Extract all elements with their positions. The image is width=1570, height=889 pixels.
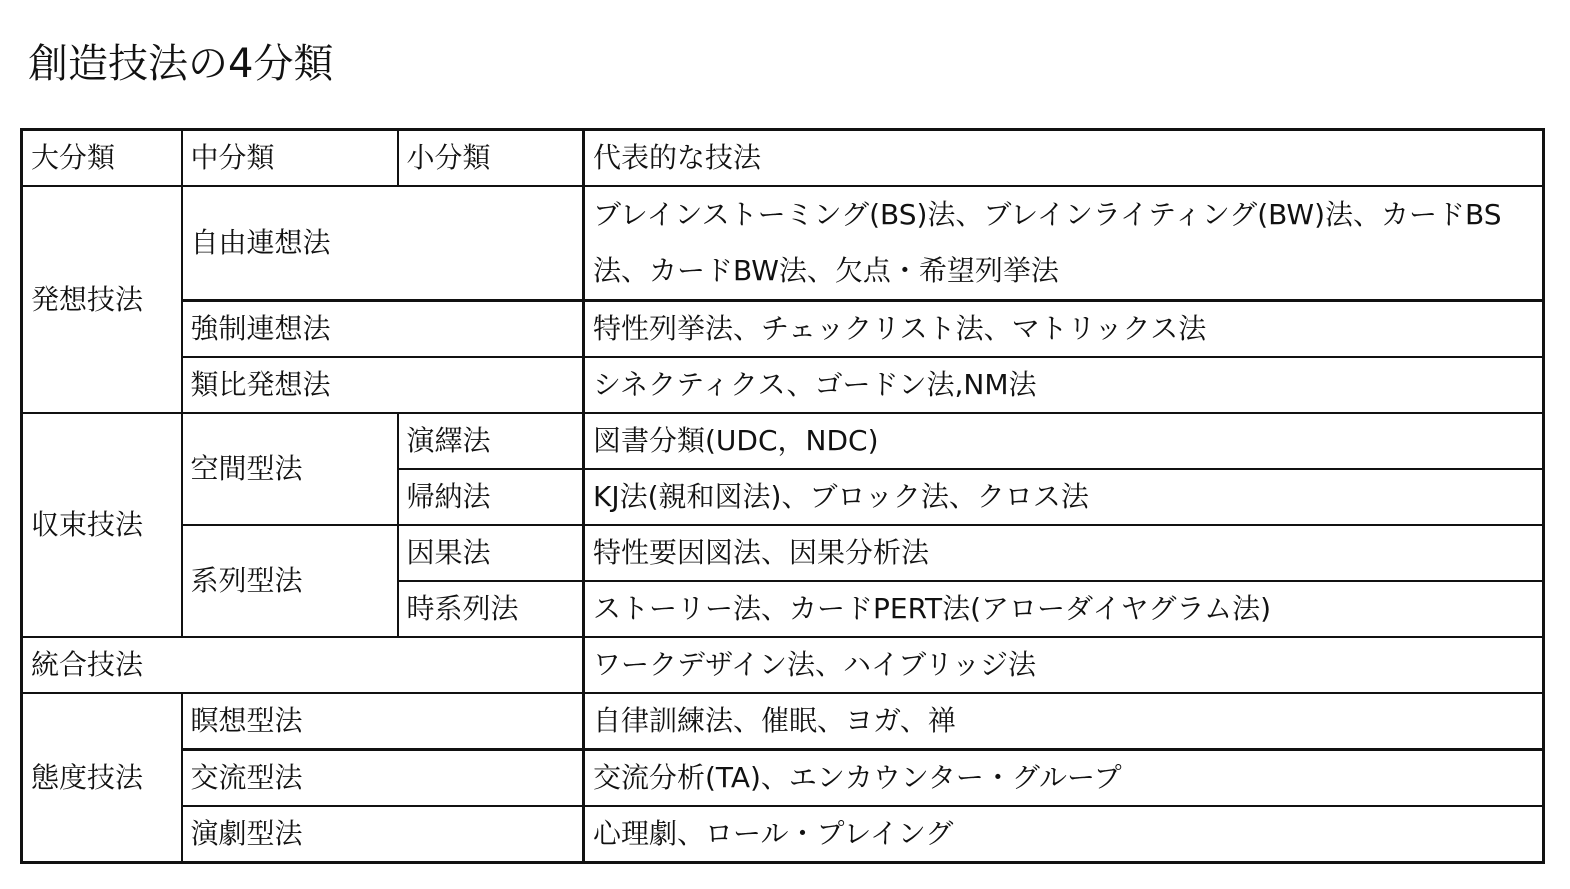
middle-exchange: 交流型法 [182, 750, 584, 807]
methods-timeseries: ストーリー法、カードPERT法(アローダイヤグラム法) [584, 581, 1544, 637]
methods-exchange: 交流分析(TA)、エンカウンター・グループ [584, 750, 1544, 807]
middle-drama: 演劇型法 [182, 806, 584, 863]
minor-induction: 帰納法 [398, 469, 584, 525]
creative-techniques-table [20, 128, 1545, 864]
table-header-row [22, 130, 1544, 187]
methods-forced-association: 特性列挙法、チェックリスト法、マトリックス法 [584, 301, 1544, 358]
middle-analogy: 類比発想法 [182, 357, 584, 413]
middle-serial: 系列型法 [182, 525, 398, 637]
methods-free-association: ブレインストーミング(BS)法、ブレインライティング(BW)法、カードBS法、カードBW法、欠点・希望列挙法 [584, 186, 1544, 301]
methods-induction: KJ法(親和図法)、ブロック法、クロス法 [584, 469, 1544, 525]
methods-integration: ワークデザイン法、ハイブリッジ法 [584, 637, 1544, 693]
middle-meditation: 瞑想型法 [182, 693, 584, 750]
methods-meditation: 自律訓練法、催眠、ヨガ、禅 [584, 693, 1544, 750]
minor-causal: 因果法 [398, 525, 584, 581]
table-row [22, 413, 1544, 469]
major-convergence: 収束技法 [22, 413, 182, 637]
table-row [22, 806, 1544, 863]
major-attitude: 態度技法 [22, 693, 182, 863]
table-row [22, 525, 1544, 581]
table-row [22, 637, 1544, 693]
methods-causal: 特性要因図法、因果分析法 [584, 525, 1544, 581]
methods-analogy: シネクティクス、ゴードン法,NM法 [584, 357, 1544, 413]
table-row [22, 301, 1544, 358]
table-row [22, 750, 1544, 807]
major-integration: 統合技法 [22, 637, 584, 693]
middle-spatial: 空間型法 [182, 413, 398, 525]
major-idea: 発想技法 [22, 186, 182, 413]
header-minor: 小分類 [398, 130, 584, 187]
header-methods: 代表的な技法 [584, 130, 1544, 187]
table-row [22, 357, 1544, 413]
methods-drama: 心理劇、ロール・プレイング [584, 806, 1544, 863]
table-row [22, 693, 1544, 750]
page-title: 創造技法の4分類 [28, 41, 334, 87]
methods-deduction: 図書分類(UDC，NDC) [584, 413, 1544, 469]
table-row [22, 186, 1544, 301]
middle-free-association: 自由連想法 [182, 186, 584, 301]
header-major: 大分類 [22, 130, 182, 187]
minor-timeseries: 時系列法 [398, 581, 584, 637]
header-middle: 中分類 [182, 130, 398, 187]
minor-deduction: 演繹法 [398, 413, 584, 469]
middle-forced-association: 強制連想法 [182, 301, 584, 358]
